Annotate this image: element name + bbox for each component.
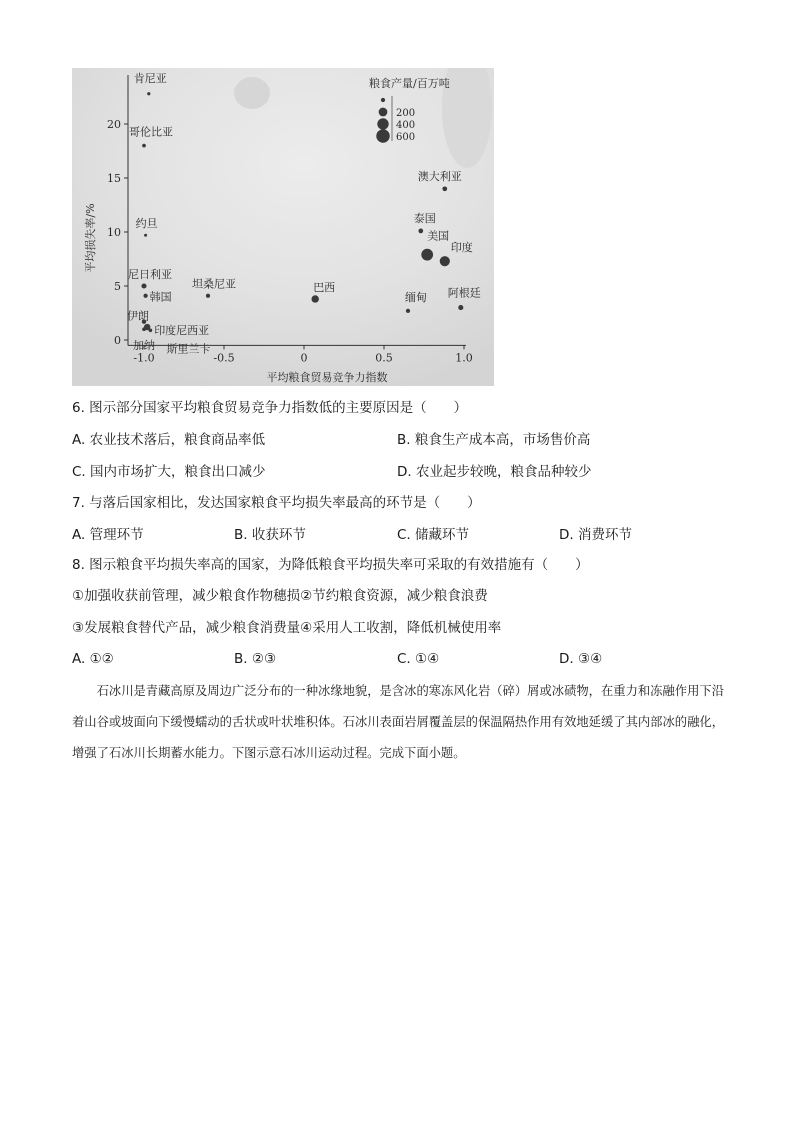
point-label: 澳大利亚	[417, 169, 462, 183]
q7-option-b[interactable]: B. 收获环节	[234, 527, 306, 543]
point	[142, 144, 146, 148]
q7-option-d[interactable]: D. 消费环节	[559, 527, 632, 543]
legend-label: 400	[396, 120, 416, 131]
point-label: 斯里兰卡	[166, 342, 211, 356]
q8-statements-line-1: ①加强收获前管理，减少粮食作物穗损②节约粮食资源，减少粮食浪费	[72, 588, 488, 604]
point-label: 印度尼西亚	[154, 324, 210, 338]
point	[440, 256, 450, 266]
point	[141, 283, 146, 288]
point	[149, 328, 153, 332]
point-label: 韩国	[149, 290, 172, 304]
q8-option-a[interactable]: A. ①②	[72, 651, 114, 667]
point-label: 肯尼亚	[133, 71, 167, 85]
y-tick-label: 0	[114, 334, 121, 347]
point-label: 印度	[450, 241, 473, 255]
q8-option-c[interactable]: C. ①④	[397, 651, 440, 667]
question-8-stem: 8. 图示粮食平均损失率高的国家，为降低粮食平均损失率可采取的有效措施有（ ）	[72, 557, 589, 573]
q8-statements-line-2: ③发展粮食替代产品，减少粮食消费量④采用人工收割，降低机械使用率	[72, 620, 502, 636]
point-label: 阿根廷	[447, 286, 481, 300]
x-tick-label: -1.0	[133, 351, 155, 365]
point-label: 加纳	[133, 339, 155, 353]
chart-texture	[234, 77, 270, 109]
passage	[72, 676, 724, 769]
legend-dot	[381, 98, 385, 102]
point	[442, 186, 447, 191]
y-axis-label: 平均损失率/%	[84, 203, 97, 273]
point	[406, 309, 410, 313]
q7-option-c[interactable]: C. 储藏环节	[397, 527, 470, 543]
point	[144, 234, 147, 237]
point-label: 坦桑尼亚	[192, 277, 236, 291]
point	[421, 249, 433, 261]
point-label: 约旦	[135, 217, 158, 231]
point	[311, 295, 318, 302]
point-label: 尼日利亚	[128, 268, 172, 281]
q6-option-c[interactable]: C. 国内市场扩大，粮食出口减少	[72, 464, 266, 480]
point	[142, 327, 146, 331]
q7-option-a[interactable]: A. 管理环节	[72, 527, 144, 543]
point	[143, 294, 147, 298]
point-label: 伊朗	[127, 309, 149, 323]
passage-text: 石冰川是青藏高原及周边广泛分布的一种冰缘地貌，是含冰的寒冻风化岩（碎）屑或冰碛物，在重力和冻融作用下沿着山谷或坡面向下缓慢蠕动的舌状或叶状堆积体。石冰川表面岩屑覆盖层的保温隔热作用有效地延缓了其内部冰的融化，增强了石冰川长期蓄水能力。下图示意石冰川运动过程。完成下面小题。	[72, 684, 724, 760]
x-tick-label: 0.5	[375, 351, 393, 365]
point	[206, 294, 210, 298]
legend-label: 200	[396, 108, 416, 119]
q8-option-d[interactable]: D. ③④	[559, 651, 603, 667]
q8-option-b[interactable]: B. ②③	[234, 651, 277, 667]
legend-dot	[377, 118, 388, 129]
q6-option-d[interactable]: D. 农业起步较晚，粮食品种较少	[397, 464, 592, 480]
legend-title: 粮食产量/百万吨	[369, 77, 450, 90]
point-label: 美国	[427, 229, 450, 243]
x-axis-label: 平均粮食贸易竞争力指数	[266, 371, 388, 384]
point-label: 泰国	[413, 211, 436, 225]
x-tick-label: 0	[300, 351, 308, 365]
y-tick-label: 10	[107, 226, 121, 239]
y-tick-label: 15	[107, 172, 121, 185]
y-tick-label: 5	[114, 280, 121, 293]
question-6-stem: 6. 图示部分国家平均粮食贸易竞争力指数低的主要原因是（ ）	[72, 400, 468, 416]
x-tick-label: -0.5	[213, 351, 235, 365]
point-label: 哥伦比亚	[129, 125, 173, 139]
point-label: 巴西	[313, 280, 336, 294]
q6-option-b[interactable]: B. 粮食生产成本高，市场售价高	[397, 432, 591, 448]
question-7-stem: 7. 与落后国家相比，发达国家粮食平均损失率最高的环节是（ ）	[72, 495, 481, 511]
legend-dot	[376, 129, 389, 142]
y-tick-label: 20	[107, 118, 121, 131]
legend-label: 600	[396, 132, 416, 143]
legend-dot	[379, 108, 388, 117]
point	[147, 92, 150, 95]
scatter-chart	[72, 68, 494, 386]
point	[458, 305, 463, 310]
point	[418, 229, 423, 234]
q6-option-a[interactable]: A. 农业技术落后，粮食商品率低	[72, 432, 266, 448]
x-tick-label: 1.0	[455, 351, 473, 365]
point-label: 缅甸	[405, 290, 427, 304]
